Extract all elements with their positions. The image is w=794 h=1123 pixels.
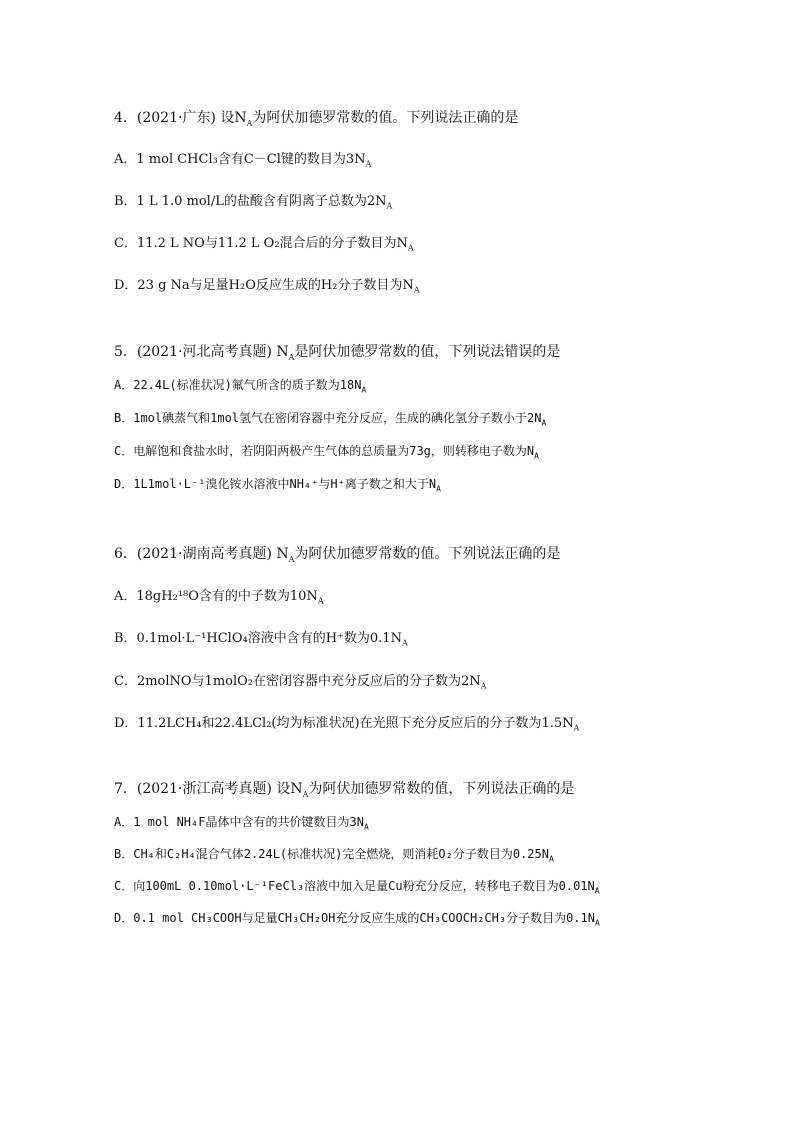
question-6-option-b: B．0.1mol·L⁻¹HClO₄溶液中含有的H⁺数为$0.1N_A$ <box>114 631 408 648</box>
question-5-option-c: C．电解饱和食盐水时，若阴阳两极产生气体的总质量为73g，则转移电子数为$N_A$ <box>114 444 539 461</box>
question-6-option-d: D．11.2LCH₄和22.4LCl₂(均为标准状况)在光照下充分反应后的分子数为$1.5N_A$ <box>114 716 580 733</box>
question-7-option-b: B．CH₄和C₂H₄混合气体2.24L(标准状况)完全燃烧，则消耗O₂分子数目为$0.25N_A$ <box>114 847 554 864</box>
question-4-option-c: C．11.2 L NO与11.2 L O₂混合后的分子数目为$N_A$ <box>114 236 414 253</box>
question-7-stem: 7．(2021·浙江高考真题) 设$N_A$为阿伏加德罗常数的值，下列说法正确的是 <box>114 781 575 799</box>
question-7-option-a: A．1 mol NH₄F晶体中含有的共价键数目为$3N_A$ <box>114 815 369 832</box>
question-7-option-c: C．向100mL 0.10mol·L⁻¹FeCl₃溶液中加入足量Cu粉充分反应，转移电子数目为$0.01N_A$ <box>114 879 600 896</box>
question-4-option-d: D．23 g Na与足量H₂O反应生成的H₂分子数目为$N_A$ <box>114 278 420 295</box>
question-5-stem: 5．(2021·河北高考真题) $N_A$是阿伏加德罗常数的值，下列说法错误的是 <box>114 344 561 362</box>
question-5-option-a: A．22.4L(标准状况)氟气所含的质子数为$18N_A$ <box>114 378 367 395</box>
question-4-option-a: A．1 mol CHCl₃含有C－Cl键的数目为$3N_A$ <box>114 152 372 169</box>
question-6-stem: 6．(2021·湖南高考真题) $N_A$为阿伏加德罗常数的值。下列说法正确的是 <box>114 546 561 564</box>
question-4-stem: 4．(2021·广东) 设$N_A$为阿伏加德罗常数的值。下列说法正确的是 <box>114 110 519 128</box>
question-6-option-a: A．18gH₂¹⁸O含有的中子数为$10N_A$ <box>114 589 324 606</box>
question-7-option-d: D．0.1 mol CH₃COOH与足量CH₃CH₂OH充分反应生成的CH₃COOCH₂CH₃分子数目为$0.1N_A$ <box>114 911 600 928</box>
question-6-option-c: C．2molNO与1molO₂在密闭容器中充分反应后的分子数为$2N_A$ <box>114 674 487 691</box>
question-4-option-b: B．1 L 1.0 mol/L的盐酸含有阴离子总数为$2N_A$ <box>114 194 393 211</box>
question-5-option-d: D．1L1mol·L⁻¹溴化铵水溶液中NH₄⁺与H⁺离子数之和大于$N_A$ <box>114 477 441 494</box>
question-5-option-b: B．1mol碘蒸气和1mol氢气在密闭容器中充分反应，生成的碘化氢分子数小于$2N_A$ <box>114 411 547 428</box>
